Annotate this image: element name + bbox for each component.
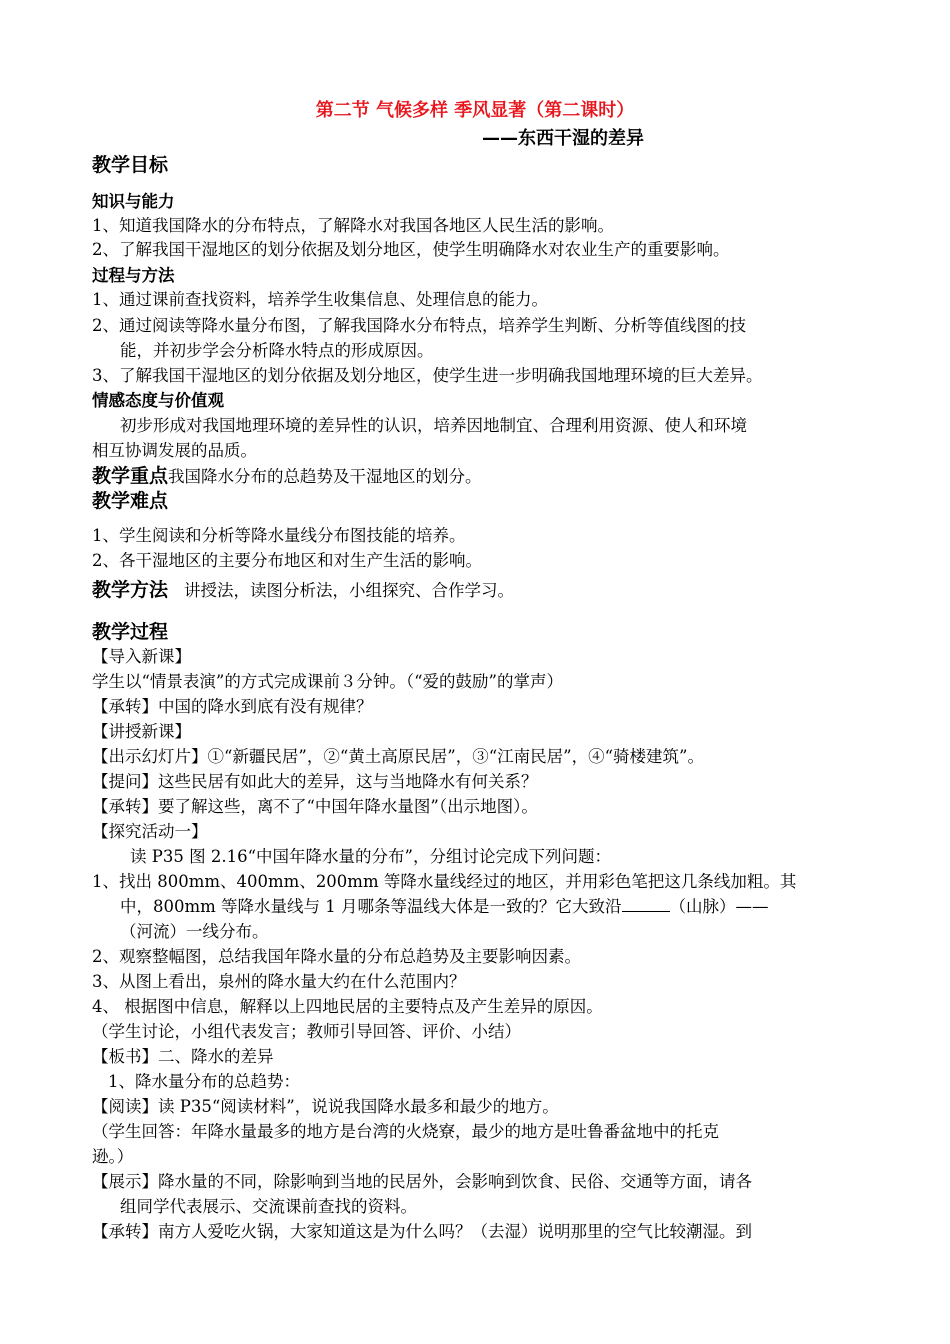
body-line: 逊。） xyxy=(92,1147,134,1166)
body-line: 3、从图上看出，泉州的降水量大约在什么范围内？ xyxy=(92,972,466,991)
key-point-label: 教学重点 xyxy=(92,465,169,487)
body-line: 【承转】要了解这些，离不了“中国年降水量图”（出示地图）。 xyxy=(92,797,538,816)
body-line: 学生以“情景表演”的方式完成课前３分钟。（“爱的鼓励”的掌声） xyxy=(92,672,563,691)
key-point-row xyxy=(92,461,482,488)
body-line: 【探究活动一】 xyxy=(92,822,208,841)
body-text: （山脉）—— xyxy=(669,897,769,916)
teaching-process-heading: 教学过程 xyxy=(92,621,169,643)
lesson-subtitle: ——东西干湿的差异 xyxy=(482,128,644,149)
body-line: 4、 根据图中信息，解释以上四地民居的主要特点及产生差异的原因。 xyxy=(92,997,603,1016)
body-text: 中，800mm 等降水量线与 1 月哪条等温线大体是一致的？它大致沿 xyxy=(120,897,622,916)
body-line: （学生回答：年降水量最多的地方是台湾的火烧寮，最少的地方是吐鲁番盆地中的托克 xyxy=(92,1122,719,1141)
body-line: 【承转】中国的降水到底有没有规律？ xyxy=(92,697,373,716)
difficulty-line: 1、学生阅读和分析等降水量线分布图技能的培养。 xyxy=(92,526,466,545)
body-line: 【导入新课】 xyxy=(92,647,191,666)
process-method-heading: 过程与方法 xyxy=(92,266,175,285)
process-line: 2、通过阅读等降水量分布图，了解我国降水分布特点，培养学生判断、分析等值线图的技 xyxy=(92,316,746,335)
process-line: 3、了解我国干湿地区的划分依据及划分地区，使学生进一步明确我国地理环境的巨大差异。 xyxy=(92,366,763,385)
body-line: 读 P35 图 2.16“中国年降水量的分布”，分组讨论完成下列问题： xyxy=(130,847,611,866)
knowledge-heading: 知识与能力 xyxy=(92,192,175,211)
process-line: 1、通过课前查找资料，培养学生收集信息、处理信息的能力。 xyxy=(92,290,548,309)
body-line: 【出示幻灯片】①“新疆民居”，②“黄土高原民居”，③“江南民居”，④“骑楼建筑”。 xyxy=(92,747,704,766)
body-line: 组同学代表展示、交流课前查找的资料。 xyxy=(120,1197,417,1216)
body-line: 【讲授新课】 xyxy=(92,722,191,741)
body-line: 【板书】二、降水的差异 xyxy=(92,1047,274,1066)
lesson-title: 第二节 气候多样 季风显著（第二课时） xyxy=(315,100,635,121)
fill-in-blank xyxy=(622,895,670,912)
body-line: 【承转】南方人爱吃火锅，大家知道这是为什么吗？（去湿）说明那里的空气比较潮湿。到 xyxy=(92,1222,752,1241)
body-line: 1、降水量分布的总趋势： xyxy=(108,1072,300,1091)
difficulty-line: 2、各干湿地区的主要分布地区和对生产生活的影响。 xyxy=(92,551,482,570)
key-point-text: 我国降水分布的总趋势及干湿地区的划分。 xyxy=(168,467,482,486)
method-row xyxy=(92,575,514,602)
emotion-line: 相互协调发展的品质。 xyxy=(92,441,257,460)
body-line: 【展示】降水量的不同，除影响到当地的民居外，会影响到饮食、民俗、交通等方面，请各 xyxy=(92,1172,752,1191)
process-line: 能，并初步学会分析降水特点的形成原因。 xyxy=(120,341,434,360)
body-line-with-blank xyxy=(120,895,769,919)
body-line: 【提问】这些民居有如此大的差异，这与当地降水有何关系？ xyxy=(92,772,538,791)
body-line: （学生讨论，小组代表发言；教师引导回答、评价、小结） xyxy=(92,1022,521,1041)
body-line: 【阅读】读 P35“阅读材料”，说说我国降水最多和最少的地方。 xyxy=(92,1097,559,1116)
method-label: 教学方法 xyxy=(92,579,169,601)
knowledge-line: 1、知道我国降水的分布特点，了解降水对我国各地区人民生活的影响。 xyxy=(92,216,614,235)
emotion-heading: 情感态度与价值观 xyxy=(92,391,224,410)
body-line: 1、找出 800mm、400mm、200mm 等降水量线经过的地区，并用彩色笔把这几条线加粗。其 xyxy=(92,872,797,891)
difficulty-heading: 教学难点 xyxy=(92,490,169,512)
body-line: 2、观察整幅图，总结我国年降水量的分布总趋势及主要影响因素。 xyxy=(92,947,581,966)
body-line: （河流）一线分布。 xyxy=(120,922,269,941)
emotion-line: 初步形成对我国地理环境的差异性的认识，培养因地制宜、合理利用资源、使人和环境 xyxy=(120,416,747,435)
goals-heading: 教学目标 xyxy=(92,154,169,176)
method-text: 讲授法，读图分析法，小组探究、合作学习。 xyxy=(184,581,515,600)
knowledge-line: 2、了解我国干湿地区的划分依据及划分地区，使学生明确降水对农业生产的重要影响。 xyxy=(92,240,730,259)
